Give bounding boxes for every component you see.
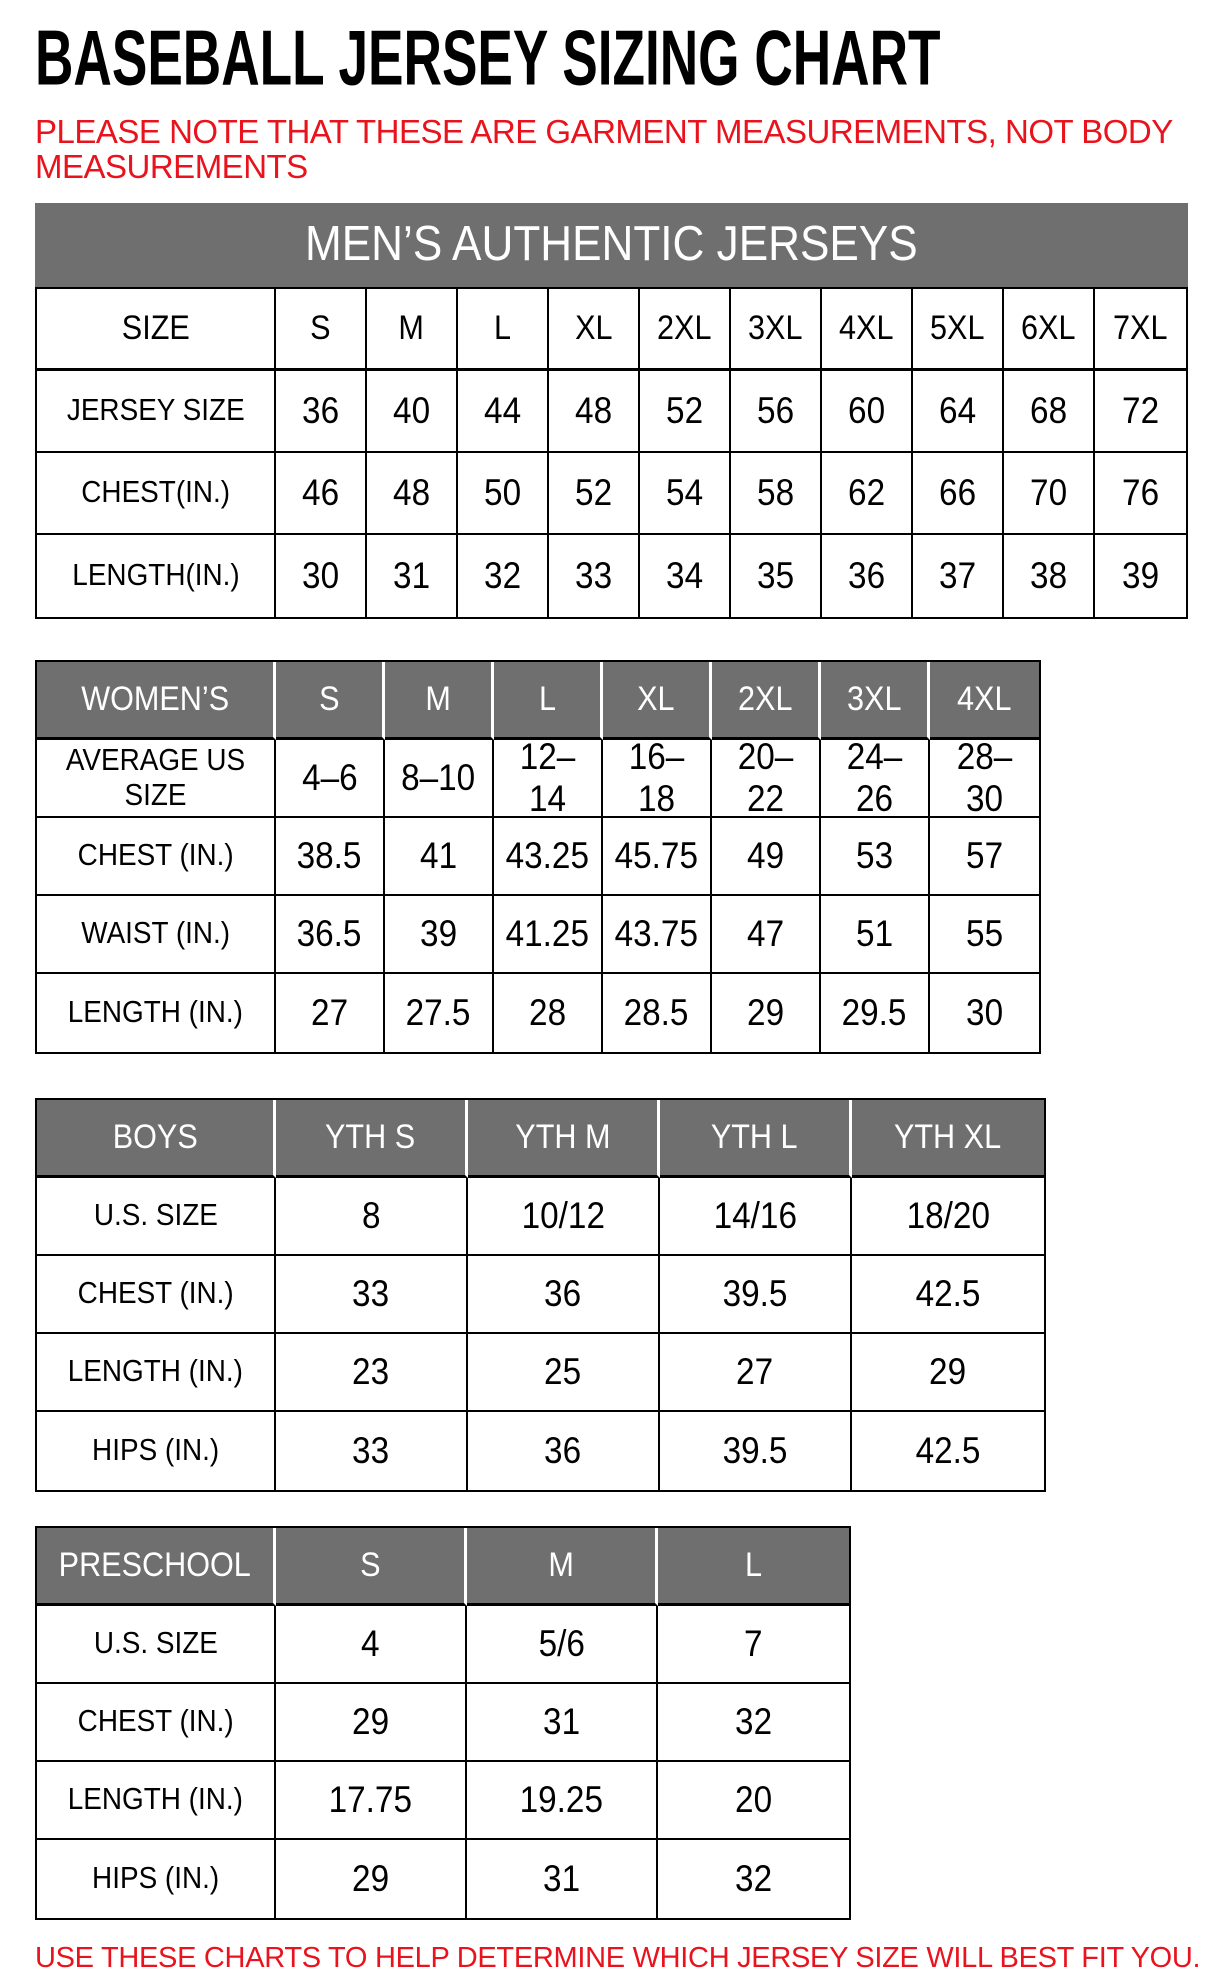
boys-value-cell [660, 1256, 852, 1334]
boys-row-label: CHEST (IN.) [77, 1275, 234, 1311]
womens-value: 49 [746, 834, 785, 876]
footer-note: USE THESE CHARTS TO HELP DETERMINE WHICH JERSEY SIZE WILL BEST FIT YOU. [35, 1941, 1201, 1974]
womens-column-header-cell [821, 662, 930, 740]
boys-value: 8 [361, 1194, 381, 1236]
preschool-value: 17.75 [328, 1778, 413, 1820]
mens-column-header: 7XL [1113, 309, 1168, 348]
mens-value: 52 [574, 471, 613, 513]
mens-column-header: 6XL [1021, 309, 1076, 348]
womens-value: 28 [528, 991, 567, 1033]
boys-value: 39.5 [722, 1272, 788, 1314]
mens-value: 56 [756, 389, 795, 431]
mens-value-cell [1004, 453, 1095, 535]
womens-corner-header: WOMEN’S [81, 680, 229, 719]
womens-value: 53 [855, 834, 894, 876]
mens-value-cell [731, 535, 822, 617]
boys-column-header: YTH S [325, 1118, 416, 1157]
boys-size-grid [37, 1100, 1044, 1490]
boys-row-label-cell [37, 1178, 276, 1256]
boys-corner-header-cell [37, 1100, 276, 1178]
mens-value: 62 [847, 471, 886, 513]
mens-row-label: LENGTH(IN.) [71, 557, 240, 593]
mens-column-header: 5XL [930, 309, 985, 348]
womens-row-label-cell [37, 974, 276, 1052]
mens-column-header: 2XL [657, 309, 712, 348]
womens-value-cell [712, 736, 821, 819]
preschool-column-header-cell [658, 1528, 849, 1606]
womens-value-cell [930, 896, 1039, 974]
mens-value-cell [913, 535, 1004, 617]
boys-column-header: YTH L [711, 1118, 798, 1157]
womens-value-cell [603, 818, 712, 896]
mens-value-cell [1095, 535, 1186, 617]
mens-value-cell [640, 453, 731, 535]
womens-value: 57 [965, 834, 1004, 876]
boys-value-cell [468, 1334, 660, 1412]
mens-row-label: CHEST(IN.) [81, 474, 230, 510]
mens-value: 68 [1029, 389, 1068, 431]
mens-value: 33 [574, 554, 613, 596]
mens-value-cell [458, 453, 549, 535]
womens-value-cell [930, 974, 1039, 1052]
preschool-row-label: HIPS (IN.) [91, 1860, 220, 1896]
womens-value: 28.5 [624, 991, 689, 1033]
preschool-row-label: U.S. SIZE [93, 1625, 218, 1661]
boys-row-label: U.S. SIZE [93, 1197, 218, 1233]
womens-column-header: S [318, 680, 340, 719]
womens-value: 47 [746, 912, 785, 954]
womens-value: 41 [419, 834, 458, 876]
womens-value-cell [385, 740, 494, 818]
mens-value-cell [1004, 371, 1095, 453]
mens-column-header: M [398, 309, 425, 348]
preschool-row-label-cell [37, 1762, 276, 1840]
womens-value-cell [821, 818, 930, 896]
mens-column-header: S [310, 309, 331, 348]
preschool-value-cell [467, 1840, 658, 1918]
boys-value-cell [468, 1178, 660, 1256]
womens-value: 39 [419, 912, 458, 954]
womens-value: 4–6 [301, 756, 358, 798]
mens-value: 34 [665, 554, 704, 596]
mens-column-header-cell [458, 289, 549, 371]
womens-value: 16–18 [628, 736, 685, 819]
womens-value: 12–14 [519, 736, 576, 819]
mens-value: 60 [847, 389, 886, 431]
womens-row-label: WAIST (IN.) [81, 915, 230, 951]
boys-row-label: LENGTH (IN.) [67, 1353, 244, 1389]
preschool-value-cell [658, 1684, 849, 1762]
womens-value: 29.5 [842, 991, 907, 1033]
womens-value: 38.5 [297, 834, 362, 876]
mens-row-label-cell [37, 453, 276, 535]
womens-row-label-cell [37, 740, 276, 818]
boys-column-header: YTH M [514, 1118, 611, 1157]
womens-column-header: 2XL [737, 680, 793, 719]
womens-column-header-cell [494, 662, 603, 740]
preschool-value-cell [658, 1606, 849, 1684]
mens-value: 35 [756, 554, 795, 596]
womens-column-header-cell [930, 662, 1039, 740]
preschool-column-header-cell [276, 1528, 467, 1606]
womens-jerseys-table [35, 660, 1041, 1054]
womens-value-cell [821, 974, 930, 1052]
mens-value: 66 [938, 471, 977, 513]
mens-table-banner-label: MEN’S AUTHENTIC JERSEYS [305, 217, 918, 272]
mens-row-label-cell [37, 535, 276, 617]
boys-value: 14/16 [713, 1194, 797, 1236]
womens-value-cell [494, 736, 603, 819]
boys-column-header: YTH XL [894, 1118, 1002, 1157]
preschool-value-cell [467, 1762, 658, 1840]
mens-value-cell [458, 535, 549, 617]
womens-row-label-cell [37, 818, 276, 896]
preschool-value-cell [276, 1606, 467, 1684]
mens-value: 38 [1029, 554, 1068, 596]
mens-value-cell [276, 453, 367, 535]
womens-value-cell [494, 818, 603, 896]
womens-column-header: 3XL [846, 680, 902, 719]
boys-column-header-cell [276, 1100, 468, 1178]
mens-value-cell [549, 535, 640, 617]
womens-value-cell [603, 974, 712, 1052]
mens-value-cell [731, 453, 822, 535]
womens-value-cell [276, 896, 385, 974]
womens-value-cell [712, 974, 821, 1052]
preschool-value: 4 [361, 1622, 380, 1664]
mens-row-label: JERSEY SIZE [66, 392, 245, 428]
boys-value: 33 [352, 1272, 390, 1314]
mens-value: 72 [1121, 389, 1160, 431]
boys-value-cell [852, 1178, 1044, 1256]
boys-corner-header: BOYS [112, 1118, 198, 1157]
mens-value-cell [640, 535, 731, 617]
womens-size-grid [37, 662, 1039, 1052]
boys-value-cell [660, 1412, 852, 1490]
mens-value-cell [276, 371, 367, 453]
womens-corner-header-cell [37, 662, 276, 740]
preschool-column-header: S [359, 1546, 381, 1585]
womens-value-cell [385, 818, 494, 896]
boys-value: 23 [352, 1350, 390, 1392]
preschool-value-cell [658, 1840, 849, 1918]
womens-value: 41.25 [505, 912, 590, 954]
boys-value-cell [276, 1334, 468, 1412]
mens-value-cell [731, 371, 822, 453]
mens-value-cell [822, 535, 913, 617]
womens-value: 29 [746, 991, 785, 1033]
mens-value: 50 [483, 471, 522, 513]
mens-value: 39 [1121, 554, 1160, 596]
boys-value: 33 [352, 1429, 390, 1471]
womens-value-cell [930, 736, 1039, 819]
mens-column-header: XL [574, 309, 613, 348]
boys-column-header-cell [852, 1100, 1044, 1178]
preschool-row-label-cell [37, 1840, 276, 1918]
boys-value: 18/20 [906, 1194, 990, 1236]
womens-value: 43.25 [505, 834, 590, 876]
womens-value: 51 [855, 912, 894, 954]
womens-value: 28–30 [956, 736, 1013, 819]
womens-value-cell [603, 736, 712, 819]
mens-value-cell [1004, 535, 1095, 617]
mens-column-header-cell [822, 289, 913, 371]
mens-value-cell [913, 453, 1004, 535]
mens-value-cell [458, 371, 549, 453]
preschool-value: 29 [351, 1857, 390, 1899]
mens-value: 31 [392, 554, 431, 596]
mens-column-header-cell [549, 289, 640, 371]
womens-row-label: AVERAGE US SIZE [65, 741, 246, 812]
boys-value-cell [852, 1334, 1044, 1412]
boys-value: 10/12 [521, 1194, 605, 1236]
womens-value-cell [494, 974, 603, 1052]
mens-value-cell [1095, 453, 1186, 535]
mens-value: 36 [847, 554, 886, 596]
mens-row-label-cell [37, 371, 276, 453]
boys-row-label: HIPS (IN.) [91, 1432, 220, 1468]
mens-value: 52 [665, 389, 704, 431]
mens-value-cell [822, 453, 913, 535]
preschool-row-label-cell [37, 1684, 276, 1762]
womens-value-cell [930, 818, 1039, 896]
preschool-value: 7 [744, 1622, 763, 1664]
boys-jerseys-table [35, 1098, 1046, 1492]
boys-value: 36 [544, 1272, 582, 1314]
womens-column-header: 4XL [957, 680, 1012, 719]
womens-value-cell [276, 974, 385, 1052]
womens-value-cell [276, 818, 385, 896]
boys-value-cell [276, 1178, 468, 1256]
mens-value: 32 [483, 554, 522, 596]
womens-column-header: XL [637, 680, 675, 719]
mens-corner-header-cell [37, 289, 276, 371]
boys-value-cell [660, 1178, 852, 1256]
womens-value-cell [821, 736, 930, 819]
note-line-2: MEASUREMENTS [35, 148, 308, 185]
mens-value-cell [367, 453, 458, 535]
womens-value-cell [385, 974, 494, 1052]
womens-column-header: L [538, 680, 556, 719]
boys-value: 25 [544, 1350, 582, 1392]
boys-row-label-cell [37, 1334, 276, 1412]
mens-value: 54 [665, 471, 704, 513]
mens-value: 36 [301, 389, 340, 431]
womens-value-cell [821, 896, 930, 974]
womens-column-header-cell [385, 662, 494, 740]
mens-column-header-cell [731, 289, 822, 371]
womens-value-cell [494, 896, 603, 974]
boys-value: 42.5 [915, 1272, 981, 1314]
womens-column-header-cell [603, 662, 712, 740]
preschool-row-label: CHEST (IN.) [77, 1703, 234, 1739]
womens-row-label: LENGTH (IN.) [67, 994, 244, 1030]
boys-value-cell [468, 1256, 660, 1334]
preschool-value: 5/6 [538, 1622, 585, 1664]
womens-row-label-cell [37, 896, 276, 974]
womens-value: 30 [965, 991, 1004, 1033]
boys-column-header-cell [660, 1100, 852, 1178]
mens-authentic-jerseys-table [35, 203, 1188, 619]
preschool-value: 32 [734, 1857, 773, 1899]
mens-value-cell [549, 453, 640, 535]
womens-value: 27.5 [406, 991, 471, 1033]
mens-table-banner [35, 203, 1188, 287]
womens-value: 20–22 [737, 736, 794, 819]
womens-value-cell [385, 896, 494, 974]
preschool-column-header: L [744, 1546, 763, 1585]
mens-value: 44 [483, 389, 522, 431]
mens-column-header-cell [1095, 289, 1186, 371]
boys-row-label-cell [37, 1412, 276, 1490]
preschool-row-label-cell [37, 1606, 276, 1684]
boys-value-cell [660, 1334, 852, 1412]
womens-column-header-cell [712, 662, 821, 740]
preschool-corner-header-cell [37, 1528, 276, 1606]
womens-value-cell [712, 896, 821, 974]
preschool-value-cell [658, 1762, 849, 1840]
preschool-value: 19.25 [519, 1778, 604, 1820]
mens-value: 46 [301, 471, 340, 513]
mens-column-header-cell [367, 289, 458, 371]
womens-row-label: CHEST (IN.) [77, 837, 234, 873]
mens-column-header-cell [1004, 289, 1095, 371]
boys-value: 27 [736, 1350, 774, 1392]
mens-value: 30 [301, 554, 340, 596]
boys-column-header-cell [468, 1100, 660, 1178]
womens-value-cell [276, 740, 385, 818]
mens-value: 37 [938, 554, 977, 596]
mens-value-cell [276, 535, 367, 617]
womens-value: 43.75 [614, 912, 699, 954]
preschool-corner-header: PRESCHOOL [58, 1546, 252, 1585]
mens-column-header-cell [640, 289, 731, 371]
mens-column-header: L [493, 309, 512, 348]
mens-corner-header: SIZE [121, 309, 190, 348]
preschool-column-header: M [548, 1546, 574, 1585]
preschool-row-label: LENGTH (IN.) [67, 1781, 244, 1817]
mens-value-cell [640, 371, 731, 453]
womens-value: 36.5 [297, 912, 362, 954]
mens-value: 48 [574, 389, 613, 431]
preschool-jerseys-table [35, 1526, 851, 1920]
page-title: BASEBALL JERSEY SIZING CHART [35, 15, 941, 102]
womens-value: 55 [965, 912, 1004, 954]
mens-value: 70 [1029, 471, 1068, 513]
womens-column-header: M [425, 680, 451, 719]
mens-value: 58 [756, 471, 795, 513]
womens-value-cell [712, 818, 821, 896]
boys-value: 42.5 [915, 1429, 981, 1471]
mens-value-cell [367, 371, 458, 453]
preschool-value-cell [276, 1840, 467, 1918]
mens-column-header-cell [913, 289, 1004, 371]
boys-value-cell [276, 1412, 468, 1490]
mens-value-cell [822, 371, 913, 453]
boys-value-cell [276, 1256, 468, 1334]
preschool-value-cell [467, 1606, 658, 1684]
preschool-value: 31 [542, 1857, 581, 1899]
preschool-value-cell [276, 1762, 467, 1840]
womens-value-cell [603, 896, 712, 974]
boys-value-cell [852, 1256, 1044, 1334]
mens-value: 64 [938, 389, 977, 431]
womens-column-header-cell [276, 662, 385, 740]
womens-value: 8–10 [401, 756, 476, 798]
mens-column-header: 3XL [748, 309, 803, 348]
boys-value: 36 [544, 1429, 582, 1471]
mens-value-cell [367, 535, 458, 617]
preschool-value: 20 [734, 1778, 773, 1820]
preschool-value-cell [467, 1684, 658, 1762]
womens-value: 45.75 [614, 834, 699, 876]
mens-size-grid [35, 287, 1188, 619]
preschool-column-header-cell [467, 1528, 658, 1606]
womens-value: 24–26 [846, 736, 903, 819]
mens-value-cell [913, 371, 1004, 453]
mens-value: 40 [392, 389, 431, 431]
mens-column-header-cell [276, 289, 367, 371]
preschool-value: 32 [734, 1700, 773, 1742]
boys-row-label-cell [37, 1256, 276, 1334]
boys-value: 29 [929, 1350, 967, 1392]
preschool-value: 29 [351, 1700, 390, 1742]
preschool-value-cell [276, 1684, 467, 1762]
garment-measurement-note [35, 115, 1220, 184]
womens-value: 27 [310, 991, 349, 1033]
mens-value-cell [549, 371, 640, 453]
preschool-value: 31 [542, 1700, 581, 1742]
mens-value-cell [1095, 371, 1186, 453]
note-line-1: PLEASE NOTE THAT THESE ARE GARMENT MEASUREMENTS, NOT BODY [35, 113, 1173, 151]
boys-value: 39.5 [722, 1429, 788, 1471]
mens-value: 76 [1121, 471, 1160, 513]
boys-value-cell [468, 1412, 660, 1490]
boys-value-cell [852, 1412, 1044, 1490]
preschool-size-grid [37, 1528, 849, 1918]
mens-column-header: 4XL [839, 309, 894, 348]
mens-value: 48 [392, 471, 431, 513]
